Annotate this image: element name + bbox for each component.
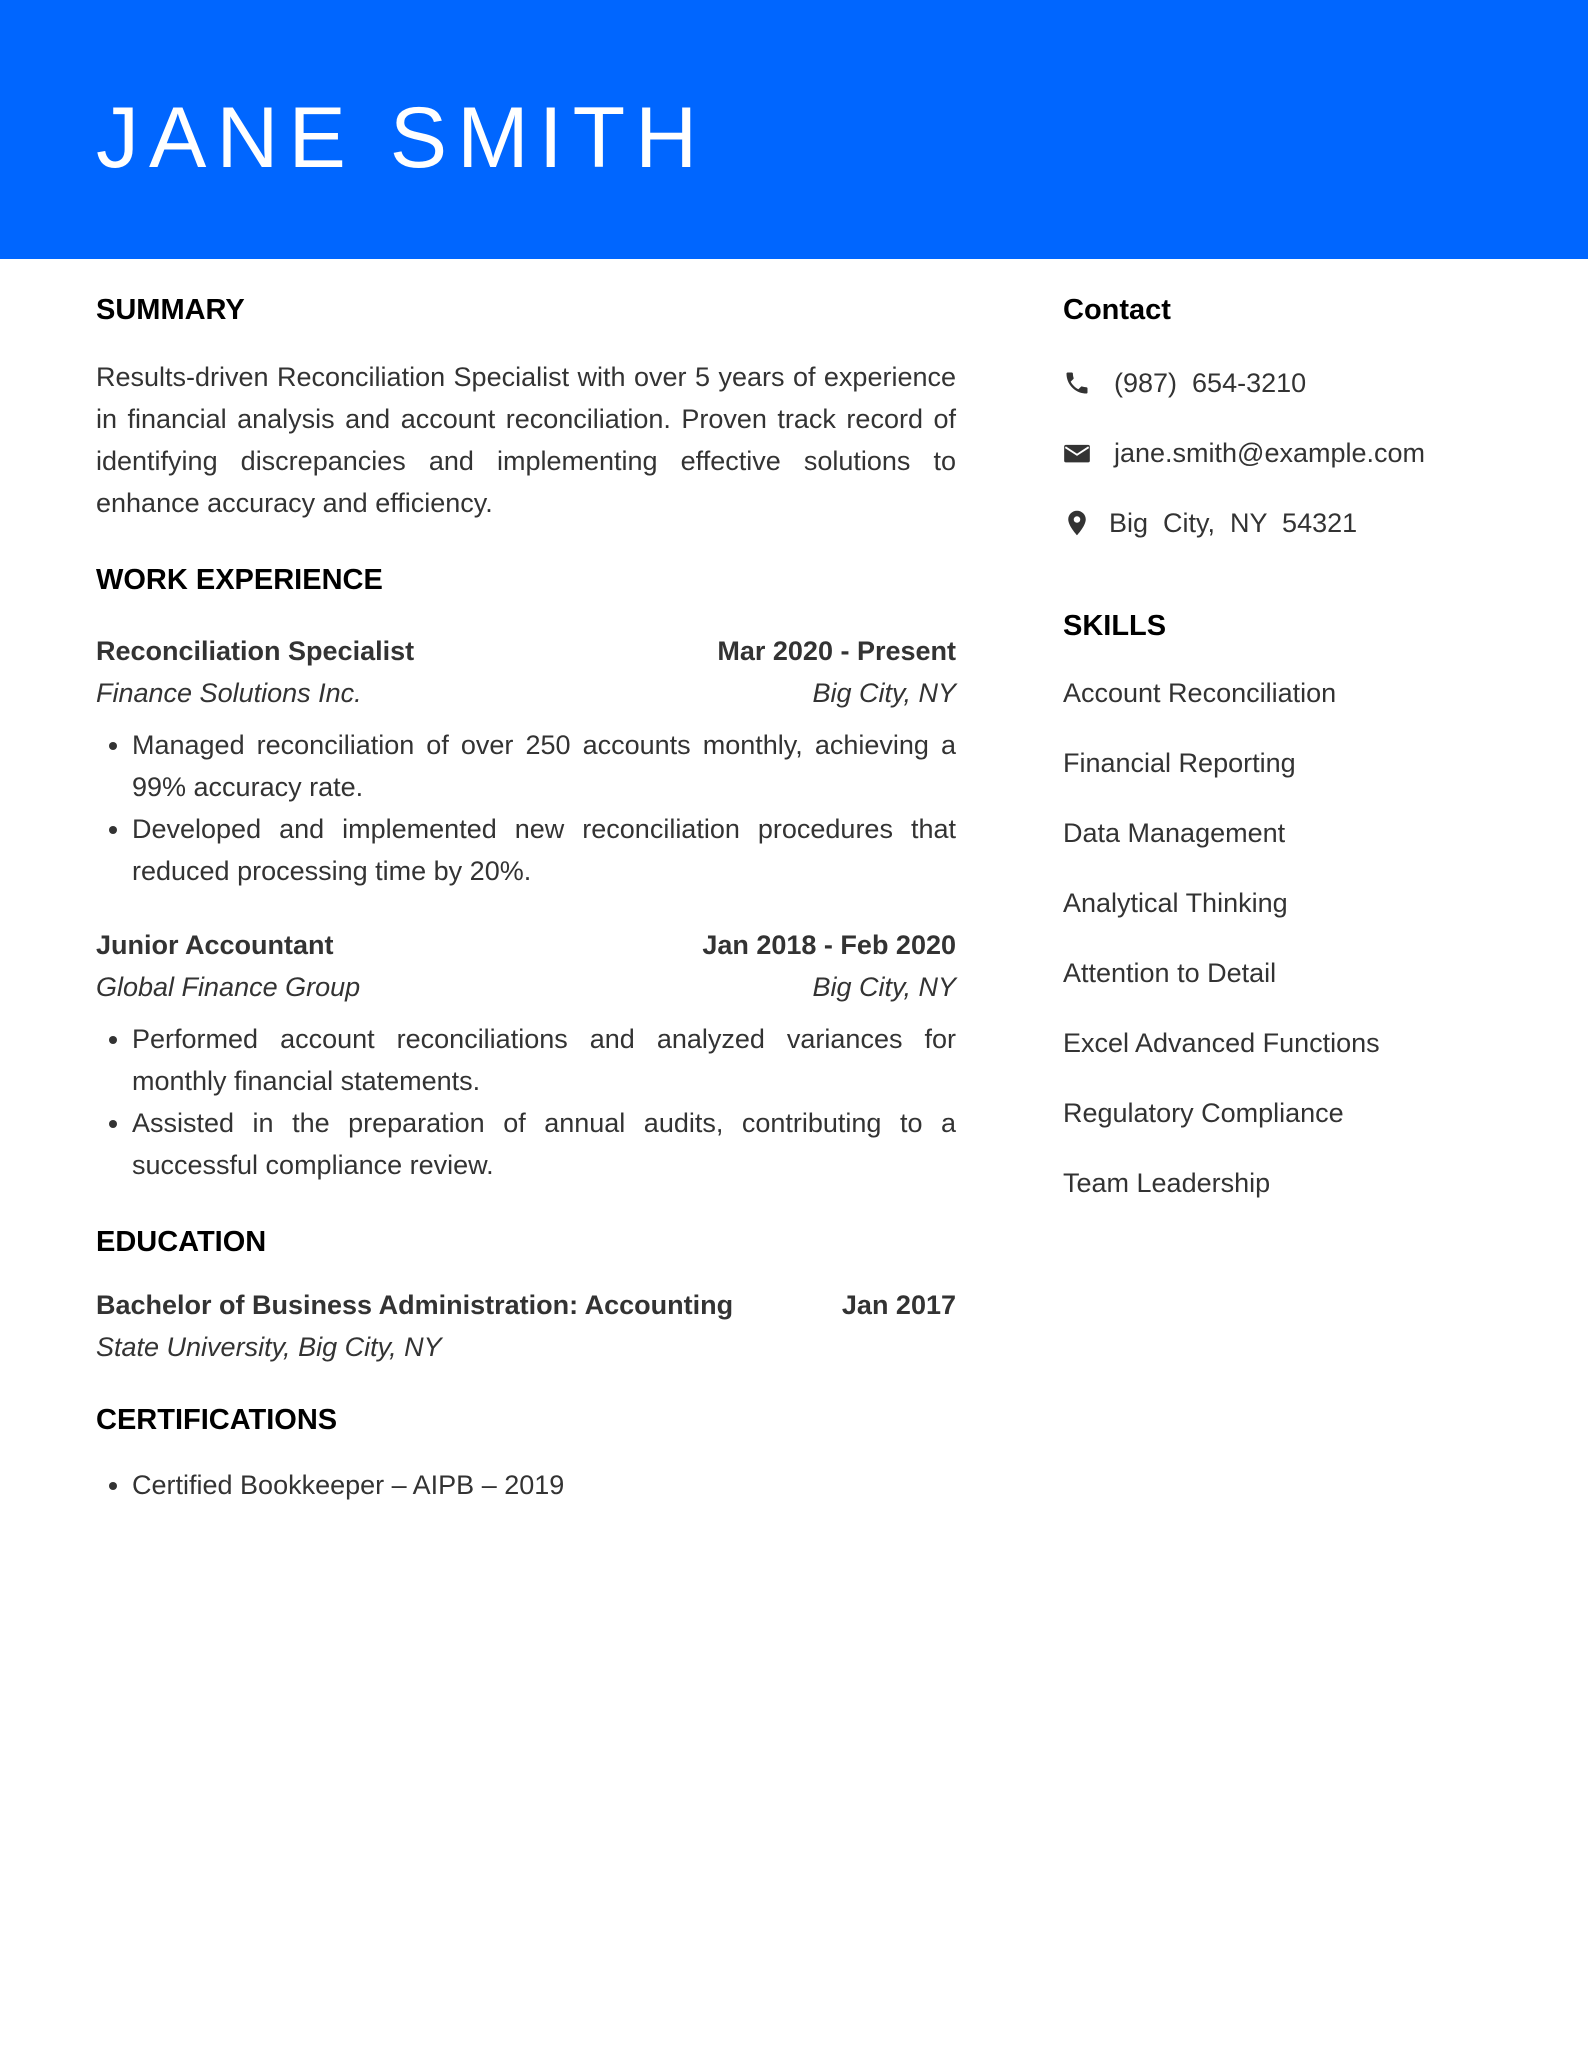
- skill-item: Data Management: [1063, 818, 1286, 848]
- job-company: Global Finance Group: [96, 972, 361, 1002]
- job-header-row: [96, 924, 956, 966]
- job-dates: Jan 2018 - Feb 2020: [702, 930, 956, 960]
- sidebar-column: [1063, 290, 1533, 1204]
- phone-icon: [1063, 369, 1091, 397]
- job-entry: [96, 924, 956, 1186]
- job-location: Big City, NY: [812, 678, 956, 708]
- work-experience-section: [96, 562, 956, 1186]
- school-name: State University, Big City, NY: [96, 1332, 442, 1362]
- degree-date: Jan 2017: [841, 1290, 956, 1320]
- job-company: Finance Solutions Inc.: [96, 678, 362, 708]
- skill-item: Attention to Detail: [1063, 958, 1277, 988]
- summary-section: [96, 292, 956, 524]
- job-entry: [96, 630, 956, 892]
- contact-phone: [1063, 362, 1533, 404]
- job-header-row: [96, 630, 956, 672]
- certification-item: • Certified Bookkeeper – AIPB – 2019: [132, 1464, 956, 1506]
- skills-heading: SKILLS: [1063, 610, 1167, 642]
- summary-heading: SUMMARY: [96, 294, 245, 326]
- job-location: Big City, NY: [812, 972, 956, 1002]
- certifications-section: [96, 1402, 956, 1506]
- skills-section: [1063, 608, 1533, 1204]
- work-experience-heading: WORK EXPERIENCE: [96, 564, 383, 596]
- job-subheader-row: [96, 966, 956, 1008]
- skill-item: Analytical Thinking: [1063, 888, 1288, 918]
- phone-number: (987) 654-3210: [1114, 367, 1307, 398]
- job-bullet: • Performed account reconciliations and analyzed variances for monthly financial statements.: [132, 1018, 956, 1102]
- education-header-row: [96, 1284, 956, 1326]
- certifications-heading: CERTIFICATIONS: [96, 1404, 338, 1436]
- job-bullet: • Developed and implemented new reconciliation procedures that reduced processing time by 20%.: [132, 808, 956, 892]
- main-column: [96, 290, 956, 1506]
- skill-item: Team Leadership: [1063, 1168, 1271, 1198]
- candidate-name: JANE SMITH: [96, 90, 708, 186]
- job-bullets: [96, 1018, 956, 1186]
- contact-email: [1063, 432, 1533, 474]
- job-dates: Mar 2020 - Present: [717, 636, 956, 666]
- summary-text: Results-driven Reconciliation Specialist with over 5 years of experience in financial analysis and account reconciliation. Proven track record of identifying discrepancies and implementing effective solutions to enhance accuracy and efficiency.: [96, 362, 956, 518]
- education-section: [96, 1224, 956, 1368]
- contact-location: [1063, 502, 1533, 544]
- skill-item: Financial Reporting: [1063, 748, 1296, 778]
- skills-list: [1063, 672, 1533, 1204]
- job-bullet: • Managed reconciliation of over 250 accounts monthly, achieving a 99% accuracy rate.: [132, 724, 956, 808]
- contact-heading: Contact: [1063, 294, 1171, 326]
- skill-item: Account Reconciliation: [1063, 678, 1337, 708]
- location-text: Big City, NY 54321: [1109, 507, 1358, 538]
- degree-title: Bachelor of Business Administration: Accounting: [96, 1290, 734, 1320]
- skill-item: Regulatory Compliance: [1063, 1098, 1344, 1128]
- job-title: Junior Accountant: [96, 930, 334, 960]
- header-band: [0, 0, 1588, 259]
- skill-item: Excel Advanced Functions: [1063, 1028, 1380, 1058]
- education-entry: [96, 1284, 956, 1368]
- contact-section: [1063, 292, 1533, 544]
- map-pin-icon: [1063, 509, 1091, 537]
- job-title: Reconciliation Specialist: [96, 636, 415, 666]
- envelope-icon: [1063, 439, 1091, 467]
- education-heading: EDUCATION: [96, 1226, 267, 1258]
- job-bullets: [96, 724, 956, 892]
- job-subheader-row: [96, 672, 956, 714]
- email-address: jane.smith@example.com: [1114, 437, 1426, 468]
- job-bullet: • Assisted in the preparation of annual audits, contributing to a successful compliance review.: [132, 1102, 956, 1186]
- certifications-list: [96, 1464, 956, 1506]
